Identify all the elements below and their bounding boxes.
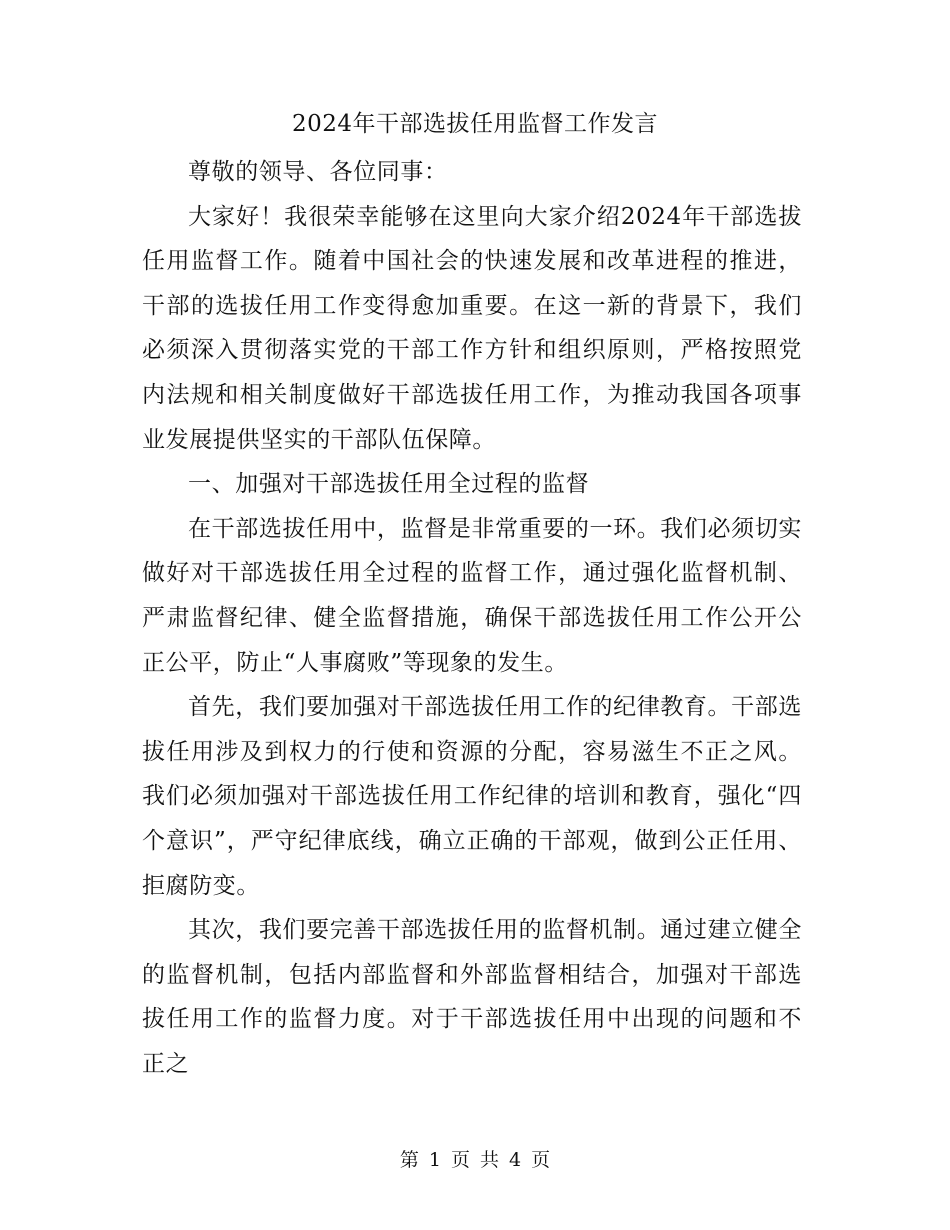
section-heading-1: 一、加强对干部选拔任用全过程的监督 (188, 471, 590, 498)
page-number-footer: 第 1 页 共 4 页 (399, 1149, 551, 1171)
intro-paragraph: 大家好！我很荣幸能够在这里向大家介绍2024年干部选拔任用监督工作。随着中国社会的快速发展和改革进程的推进，干部的选拔任用工作变得愈加重要。在这一新的背景下，我们必须深入贯彻落实党的干部工作方针和组织原则，严格按照党内法规和相关制度做好干部选拔任用工作，为推动我国各项事业发展提供坚实的干部队伍保障。 (142, 203, 802, 453)
document-body (142, 150, 802, 1086)
second-point-paragraph: 其次，我们要完善干部选拔任用的监督机制。通过建立健全的监督机制，包括内部监督和外部监督相结合，加强对干部选拔任用工作的监督力度。对于干部选拔任用中出现的问题和不正之 (142, 917, 802, 1077)
section-1-paragraph: 在干部选拔任用中，监督是非常重要的一环。我们必须切实做好对干部选拔任用全过程的监督工作，通过强化监督机制、严肃监督纪律、健全监督措施，确保干部选拔任用工作公开公正公平，防止“人事腐败”等现象的发生。 (142, 515, 802, 676)
salutation-paragraph: 尊敬的领导、各位同事： (188, 159, 448, 185)
document-title: 2024年干部选拔任用监督工作发言 (291, 111, 659, 137)
first-point-paragraph: 首先，我们要加强对干部选拔任用工作的纪律教育。干部选拔任用涉及到权力的行使和资源的分配，容易滋生不正之风。我们必须加强对干部选拔任用工作纪律的培训和教育，强化“四个意识”，严守纪律底线，确立正确的干部观，做到公正任用、拒腐防变。 (142, 694, 802, 899)
